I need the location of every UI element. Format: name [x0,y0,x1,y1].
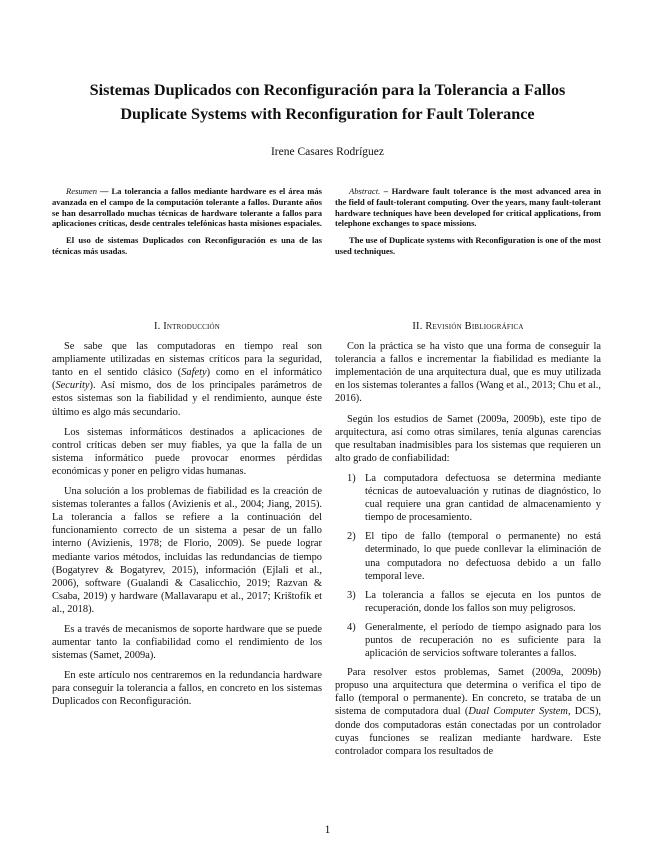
review-p3-dcs: Dual Computer System [468,706,568,718]
abstract-english-p2: The use of Duplicate systems with Reconfiguration is one of the most used techniques. [335,235,601,256]
intro-p1-part-b: ) como en el informático ( [52,367,322,392]
list-item-number: 1) [347,472,356,484]
abstract-spanish-p1 [52,186,322,229]
list-item-number: 2) [347,531,356,543]
abstract-english-p1 [335,186,601,229]
abstract-spanish-text: La tolerancia a fallos mediante hardware es el área más avanzada en el campo de la computación tolerante a fallos. Durante años se han desarrollado muchas técnicas de hardware tolerante a fallos para aplicaciones críticas, desde centrales telefónicas hasta misiones espaciales. [52,186,322,229]
abstract-spanish [52,186,322,263]
list-item-text: Generalmente, el período de tiempo asignado para los puntos de recuperación no es suficiente para la aplicación de servicios software tolerantes a fallos. [365,621,601,660]
column-left [52,320,322,716]
review-p3-part-b: , DCS), donde dos computadoras están conectadas por un controlador cuyas funciones se realizan mediante hardware. Este controlador compara los resultados de [335,706,601,757]
list-item-text: El tipo de fallo (temporal o permanente) no está determinado, lo que puede conllevar la eliminación de una computadora no defectuosa debido a un fallo temporal leve. [365,531,601,582]
review-paragraph-3 [335,666,601,758]
intro-paragraph-2: Los sistemas informáticos destinados a aplicaciones de control críticas deben ser muy fiables, ya que la falla de un sistema informático puede provocar enormes pérdidas económicas y poner en peligro vidas humanas. [52,426,322,477]
abstract-spanish-lead: Resumen [66,186,98,196]
heading-initial-2: B [464,321,472,332]
title-spanish: Sistemas Duplicados con Reconfiguración para la Tolerancia a Fallos [89,81,566,99]
list-item [335,530,601,582]
heading-initial-1: R [425,321,433,332]
abstract-english-dash: – [380,186,392,196]
column-right [335,320,601,765]
intro-paragraph-5: En este artículo nos centraremos en la redundancia hardware para conseguir la tolerancia a fallos, en concreto en los sistemas Duplicados con Reconfiguración. [52,670,322,708]
section-number: II. [412,321,423,332]
heading-word-2: ibliográfica [471,321,524,332]
intro-paragraph-4: Es a través de mecanismos de soporte hardware que se puede aumentar tanto la confiabilidad como el rendimiento de los sistemas (Samet, 2009a). [52,623,322,662]
intro-p1-safety: Safety [181,367,207,379]
list-item-number: 4) [347,621,356,633]
list-item-text: La computadora defectuosa se determina mediante técnicas de autoevaluación y rutinas de diagnóstico, lo cual requiere una gran cantidad de almacenamiento y tiempo de procesamiento. [365,472,601,524]
intro-paragraph-3: Una solución a los problemas de fiabilidad es la creación de sistemas tolerantes a fallos (Avizienis et al., 2004; Jiang, 2015). La tolerancia a fallos se refiere a la continuación del funcionamiento correcto de un sistema a pesar de un fallo interno (Avizienis, 1978; de Florio, 2009). Se puede lograr mediante varios métodos, incluidas las redundancias de tiempo (Bogatyrev & Bogatyrev, 2015), información (Ejlali et al., 2006), software (Gualandi & Casalicchio, 2019; Razvan & Csaba, 2019) y hardware (Mallavarapu et al., 2017; Krištofík et al., 2018). [52,486,322,615]
list-item [335,472,601,524]
abstract-spanish-p2: El uso de sistemas Duplicados con Reconfiguración es una de las técnicas más usadas. [52,235,322,256]
title-english: Duplicate Systems with Reconfiguration for Fault Tolerance [120,105,535,123]
intro-p1-security: Security [55,380,90,392]
review-p3-part-a: Para resolver estos problemas, Samet (2009a, 2009b) propuso una arquitectura que determina o verifica el tipo de fallo (temporal o permanente). En concreto, se trataba de un sistema de computadora dual ( [335,667,601,718]
heading-initial: I [163,321,167,332]
abstract-english-text: Hardware fault tolerance is the most advanced area in the field of fault-tolerant computing. Over the years, many fault-tolerant hardware techniques have been developed for critical applications, from telephone exchanges to space missions. [335,186,602,229]
section-heading-review [335,320,601,333]
list-item [335,621,601,660]
abstract-english [335,186,601,263]
list-item-number: 3) [347,589,356,601]
heading-rest: ntroducción [166,321,221,332]
abstract-spanish-dash: — [97,186,112,196]
intro-paragraph-1 [52,340,322,419]
author-name: Irene Casares Rodríguez [270,146,385,158]
section-heading-introduction [52,320,322,333]
list-item-text: La tolerancia a fallos se ejecuta en los puntos de recuperación, donde los fallos son muy peligrosos. [365,589,601,614]
page-number: 1 [324,824,331,836]
review-paragraph-2: Según los estudios de Samet (2009a, 2009b), este tipo de arquitectura, así como otras similares, tenía algunas carencias que resultaban inadmisibles para los sistemas que requieren un alto grado de confiabilidad: [335,413,601,464]
heading-word-1: evisión [432,321,462,332]
intro-p1-part-a: Se sabe que las computadoras en tiempo real son ampliamente utilizadas en sistemas críticos para la seguridad, tanto en el sentido clásico ( [52,341,322,379]
numbered-list [335,472,601,660]
abstract-english-lead: Abstract. [349,186,381,196]
list-item [335,589,601,615]
section-number: I. [153,321,161,332]
intro-p1-part-c: ). Así mismo, dos de los principales parámetros de estos sistemas son la fiabilidad y el rendimiento, aunque éste último es algo más secundario. [52,380,322,418]
review-paragraph-1: Con la práctica se ha visto que una forma de conseguir la tolerancia a fallos e incrementar la fiabilidad es mediante la implementación de una arquitectura dual, que es muy utilizada en los sistemas tolerantes a fallos (Wang et al., 2013; Chu et al., 2016). [335,341,601,405]
